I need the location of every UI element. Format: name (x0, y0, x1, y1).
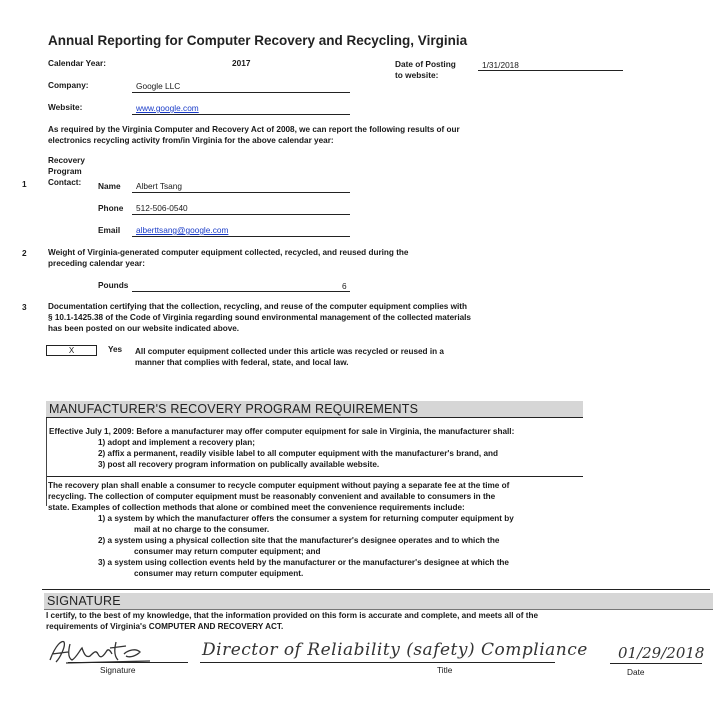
contact-name-underline (132, 192, 350, 193)
documentation-text-3: has been posted on our website indicated above. (48, 324, 240, 333)
yes-text-2: manner that complies with federal, state, and local law. (135, 358, 349, 367)
effective-item-2: 2) affix a permanent, readily visible label to all computer equipment with the manufacturer's brand, and (98, 449, 499, 458)
website-label: Website: (48, 102, 83, 112)
intro-line-2: electronics recycling activity from/in Virginia for the above calendar year: (48, 136, 334, 145)
company-value: Google LLC (136, 81, 181, 91)
page-title: Annual Reporting for Computer Recovery and Recycling, Virginia (48, 33, 468, 48)
documentation-text-2: § 10.1-1425.38 of the Code of Virginia regarding sound environmental management of the collected materials (48, 313, 471, 322)
contact-phone-underline (132, 214, 350, 215)
effective-line: Effective July 1, 2009: Before a manufacturer may offer computer equipment for sale in Virginia, the manufacturer shall: (49, 427, 515, 436)
signature-heading: SIGNATURE (44, 593, 713, 610)
item-number-3: 3 (22, 302, 27, 312)
contact-phone-value: 512-506-0540 (136, 203, 188, 213)
intro-line-1: As required by the Virginia Computer and Recovery Act of 2008, we can report the following results of our (48, 125, 460, 134)
item-number-1: 1 (22, 179, 27, 189)
pounds-label: Pounds (98, 280, 129, 290)
contact-label-2: Program (48, 167, 82, 176)
weight-text-1: Weight of Virginia-generated computer equipment collected, recycled, and reused during the (48, 248, 409, 257)
plan-top-rule (46, 476, 583, 477)
method-3-line-2: consumer may return computer equipment. (134, 569, 304, 578)
contact-email-underline (132, 236, 350, 237)
requirements-left-rule (46, 418, 47, 481)
method-2-line-1: 2) a system using a physical collection site that the manufacturer's designee operates and to which the (98, 536, 500, 545)
pounds-value: 6 (342, 281, 347, 291)
signature-underline (68, 662, 188, 663)
contact-email-link[interactable]: alberttsang@google.com (136, 225, 229, 235)
contact-label-1: Recovery (48, 156, 85, 165)
signature-label: Signature (100, 665, 136, 675)
pounds-underline (132, 291, 350, 292)
signature-top-rule (42, 589, 710, 590)
contact-name-label: Name (98, 181, 121, 191)
plan-line-2: recycling. The collection of computer equipment must be reasonably convenient and available to consumers in the (48, 492, 496, 501)
yes-label: Yes (108, 345, 123, 354)
date-posting-underline (478, 70, 623, 71)
documentation-text-1: Documentation certifying that the collection, recycling, and reuse of the computer equipment complies with (48, 302, 467, 311)
method-1-line-2: mail at no charge to the consumer. (134, 525, 270, 534)
date-posting-label-2: to website: (395, 70, 439, 80)
certify-line-2: requirements of Virginia's COMPUTER AND RECOVERY ACT. (46, 622, 284, 631)
certify-line-1: I certify, to the best of my knowledge, that the information provided on this form is accurate and complete, and meets all of the (46, 611, 539, 620)
weight-text-2: preceding calendar year: (48, 259, 145, 268)
method-2-line-2: consumer may return computer equipment; and (134, 547, 321, 556)
contact-email-label: Email (98, 225, 121, 235)
date-underline (610, 663, 702, 664)
company-label: Company: (48, 80, 89, 90)
requirements-heading: MANUFACTURER'S RECOVERY PROGRAM REQUIREMENTS (46, 401, 583, 418)
effective-item-3: 3) post all recovery program information on publically available website. (98, 460, 380, 469)
contact-name-value: Albert Tsang (136, 181, 182, 191)
date-label: Date (627, 667, 645, 677)
calendar-year-value: 2017 (232, 58, 251, 68)
contact-phone-label: Phone (98, 203, 124, 213)
company-underline (132, 92, 350, 93)
plan-line-1: The recovery plan shall enable a consumer to recycle computer equipment without paying a separate fee at the time of (48, 481, 510, 490)
method-3-line-1: 3) a system using collection events held by the manufacturer or the manufacturer's designee at which the (98, 558, 509, 567)
date-posting-value: 1/31/2018 (482, 60, 519, 70)
contact-label-3: Contact: (48, 178, 82, 187)
yes-checkbox[interactable]: X (46, 345, 97, 356)
item-number-2: 2 (22, 248, 27, 258)
website-underline (132, 114, 350, 115)
plan-left-rule (46, 476, 47, 506)
date-posting-label: Date of Posting (395, 59, 456, 69)
handwritten-title: Director of Reliability (safety) Compliance (202, 640, 588, 660)
website-link[interactable]: www.google.com (136, 103, 199, 113)
title-underline (200, 662, 555, 663)
calendar-year-label: Calendar Year: (48, 58, 106, 68)
method-1-line-1: 1) a system by which the manufacturer offers the consumer a system for returning computer equipment by (98, 514, 514, 523)
handwritten-date: 01/29/2018 (618, 644, 705, 662)
effective-item-1: 1) adopt and implement a recovery plan; (98, 438, 255, 447)
requirements-top-rule (46, 417, 583, 418)
plan-line-3: state. Examples of collection methods that alone or combined meet the convenience requirements include: (48, 503, 465, 512)
yes-text-1: All computer equipment collected under this article was recycled or reused in a (135, 347, 444, 356)
title-label: Title (437, 665, 453, 675)
